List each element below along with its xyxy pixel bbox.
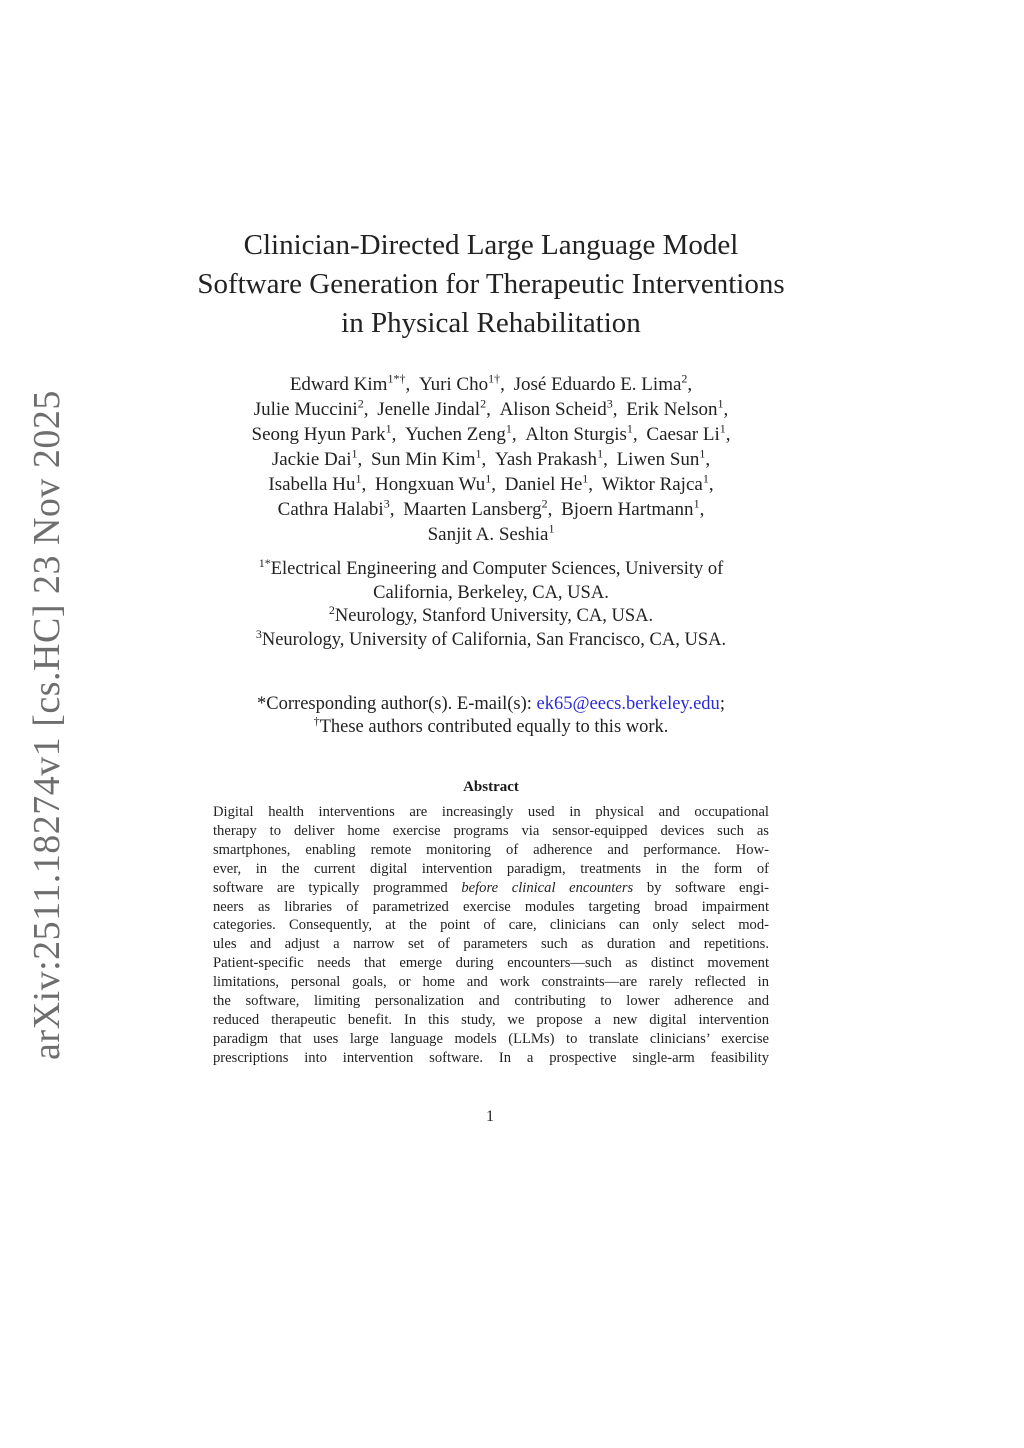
affiliation-line — [150, 602, 832, 629]
abstract-line: Digital health interventions are increasingly used in physical and occupational — [213, 804, 769, 820]
author-affiliation-mark: 1† — [488, 371, 501, 386]
abstract-emphasis: before clinical encounters — [461, 879, 634, 896]
abstract-line: reduced therapeutic benefit. In this study, we propose a new digital intervention — [213, 1011, 769, 1028]
author: José Eduardo E. Lima$^2$, — [513, 371, 693, 395]
abstract-line: Patient-specific needs that emerge during encounters—such as distinct movement — [213, 955, 769, 972]
author-name: Liwen Sun — [616, 449, 700, 470]
abstract-line: categories. Consequently, at the point of care, clinicians can only select mod- — [213, 917, 769, 934]
author: Alison Scheid$^3$, — [499, 396, 618, 420]
author: Maarten Lansberg$^2$, — [403, 496, 553, 520]
author: Jackie Dai$^1$, — [271, 446, 363, 470]
author-name: Seong Hyun Park — [251, 424, 386, 445]
author-affiliation-mark: 1 — [699, 446, 706, 461]
author-affiliation-mark: 1 — [505, 421, 512, 436]
author-affiliation-mark: 1 — [355, 471, 362, 486]
author: Liwen Sun$^1$, — [616, 446, 711, 470]
author-name: Isabella Hu — [268, 474, 356, 495]
author: Sun Min Kim$^1$, — [370, 446, 487, 470]
author: Isabella Hu$^1$, — [268, 471, 367, 495]
abstract-body — [213, 803, 769, 1068]
author: Daniel He$^1$, — [504, 471, 594, 495]
author-name: Wiktor Rajca — [601, 474, 703, 495]
author: Erik Nelson$^1$, — [626, 396, 729, 420]
author-name: Jenelle Jindal — [377, 399, 481, 420]
affiliation-mark: 3 — [255, 626, 262, 641]
abstract-line: therapy to deliver home exercise programs via sensor-equipped devices such as — [213, 822, 769, 839]
author-affiliation-mark: 1 — [717, 396, 724, 411]
author: Seong Hyun Park$^1$, — [251, 421, 397, 445]
title-line: Software Generation for Therapeutic Interventions — [197, 268, 785, 300]
author-line — [150, 372, 832, 397]
corresponding-suffix: ; — [719, 694, 725, 714]
abstract-line: smartphones, enabling remote monitoring of adherence and performance. How- — [213, 841, 769, 858]
author-name: Alton Sturgis — [525, 424, 627, 445]
author-line — [150, 422, 832, 447]
author-affiliation-mark: 2 — [357, 396, 364, 411]
author-affiliation-mark: 1 — [385, 421, 392, 436]
author-name: José Eduardo E. Lima — [513, 374, 682, 395]
dagger-mark: † — [313, 713, 320, 728]
author-affiliation-mark: 2 — [681, 371, 688, 386]
author-affiliation-mark: 3 — [383, 496, 390, 511]
abstract-line: limitations, personal goals, or home and work constraints—are rarely reflected in — [213, 974, 769, 991]
author-name: Julie Muccini — [253, 399, 358, 420]
author-name: Sanjit A. Seshia — [427, 524, 549, 545]
abstract-heading: Abstract — [463, 779, 519, 795]
author-line — [150, 497, 832, 522]
affiliation-text: Neurology, University of California, San Francisco, CA, USA. — [261, 629, 727, 650]
author-affiliation-mark: 2 — [541, 496, 548, 511]
author: Julie Muccini$^2$, — [253, 396, 369, 420]
author-name: Alison Scheid — [499, 399, 607, 420]
abstract-line: ules and adjust a narrow set of parameters such as duration and repetitions. — [213, 936, 769, 953]
author: Bjoern Hartmann$^1$, — [561, 496, 705, 520]
affiliation-text: Electrical Engineering and Computer Sciences, University of — [270, 559, 724, 579]
abstract-line: paradigm that uses large language models (LLMs) to translate clinicians’ exercise — [213, 1030, 769, 1047]
title-line: in Physical Rehabilitation — [341, 307, 641, 339]
affiliation-line — [150, 626, 832, 653]
affiliation-mark: 2 — [328, 602, 335, 617]
author: Caesar Li$^1$, — [646, 421, 731, 445]
author: Yash Prakash$^1$, — [495, 446, 608, 470]
author-name: Bjoern Hartmann — [561, 499, 694, 520]
author: Alton Sturgis$^1$, — [525, 421, 638, 445]
author: Jenelle Jindal$^2$, — [377, 396, 491, 420]
author-affiliation-mark: 1 — [582, 471, 589, 486]
affiliation-line — [150, 582, 832, 606]
author-affiliation-mark: 1 — [485, 471, 492, 486]
author: Yuri Cho$^{1\dagger}$, — [418, 371, 505, 395]
author-affiliation-mark: 1 — [626, 421, 633, 436]
corresponding-prefix: *Corresponding author(s). E-mail(s): — [257, 694, 537, 714]
author: Yuchen Zeng$^1$, — [405, 421, 517, 445]
author-name: Yuri Cho — [418, 374, 489, 395]
author-name: Yuchen Zeng — [405, 424, 506, 445]
abstract-line: software are typically programmed before clinical encounters by software engi- — [213, 879, 769, 896]
affiliation-mark: 1* — [258, 555, 271, 570]
author-line — [150, 472, 832, 497]
author: Edward Kim$^{1*\dagger}$, — [289, 371, 411, 395]
author-name: Edward Kim — [289, 374, 388, 395]
author-affiliation-mark: 1 — [702, 471, 709, 486]
author-name: Hongxuan Wu — [374, 474, 486, 495]
author-name: Jackie Dai — [271, 449, 352, 470]
author-affiliation-mark: 2 — [480, 396, 487, 411]
affiliations — [150, 555, 832, 652]
abstract-line: ever, in the current digital intervention paradigm, treatments in the form of — [213, 860, 769, 877]
author-affiliation-mark: 1 — [693, 496, 700, 511]
equal-contribution-note: These authors contributed equally to this work. — [319, 717, 669, 737]
paper-title — [150, 226, 832, 343]
author-name: Cathra Halabi — [277, 499, 384, 520]
abstract-line: neers as libraries of parametrized exercise modules targeting broad impairment — [213, 898, 769, 915]
author-line — [150, 447, 832, 472]
author-affiliation-mark: 1 — [548, 521, 555, 536]
arxiv-side-stamp: arXiv:2511.18274v1 [cs.HC] 23 Nov 2025 — [26, 390, 68, 1060]
affiliation-text: California, Berkeley, CA, USA. — [373, 582, 609, 603]
author: Hongxuan Wu$^1$, — [374, 471, 496, 495]
author-line — [150, 522, 832, 547]
author — [427, 521, 555, 545]
author-list — [150, 372, 832, 547]
author-affiliation-mark: 3 — [606, 396, 613, 411]
page-number: 1 — [486, 1108, 494, 1125]
author: Cathra Halabi$^3$, — [277, 496, 395, 520]
email-link[interactable]: ek65@eecs.berkeley.edu — [536, 694, 720, 714]
author-name: Caesar Li — [646, 424, 720, 445]
author-name: Daniel He — [504, 474, 583, 495]
author-line — [150, 397, 832, 422]
author-name: Yash Prakash — [495, 449, 598, 470]
author-name: Maarten Lansberg — [403, 499, 542, 520]
author-name: Sun Min Kim — [370, 449, 476, 470]
abstract-line: prescriptions into intervention software. In a prospective single-arm feasibility — [213, 1049, 769, 1066]
affiliation-line — [150, 555, 832, 582]
abstract-line: the software, limiting personalization and contributing to lower adherence and — [213, 993, 769, 1010]
author-name: Erik Nelson — [626, 399, 718, 420]
author-affiliation-mark: 1 — [351, 446, 358, 461]
corresponding-author-note — [150, 693, 832, 739]
author-affiliation-mark: 1*† — [387, 371, 406, 386]
author: Wiktor Rajca$^1$, — [601, 471, 714, 495]
author-affiliation-mark: 1 — [597, 446, 604, 461]
author-affiliation-mark: 1 — [475, 446, 482, 461]
title-line: Clinician-Directed Large Language Model — [243, 229, 739, 261]
affiliation-text: Neurology, Stanford University, CA, USA. — [334, 606, 654, 626]
author-affiliation-mark: 1 — [719, 421, 726, 436]
